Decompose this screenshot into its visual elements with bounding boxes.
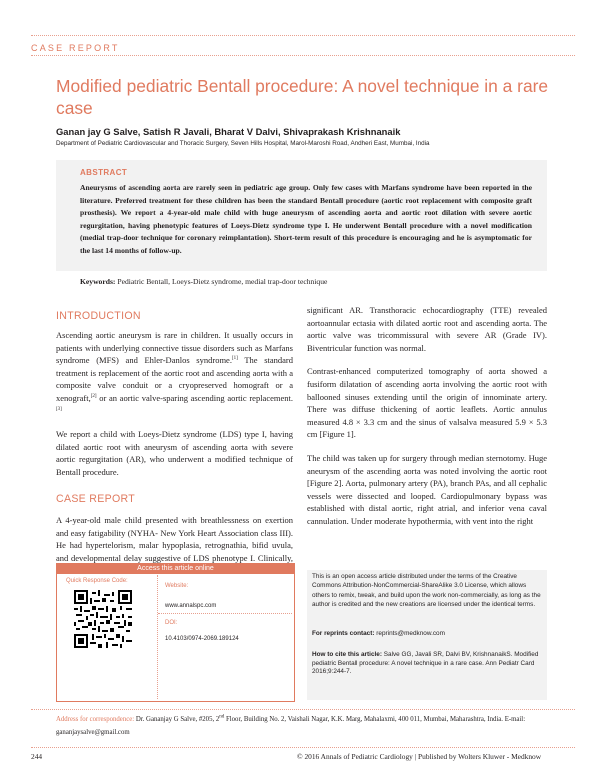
qr-label: Quick Response Code:	[66, 578, 128, 584]
reprints-email[interactable]: reprints@medknow.com	[376, 630, 445, 637]
access-heading: Access this article online	[56, 563, 295, 574]
footer-rule	[31, 747, 575, 748]
citation-body: Salve GG, Javali SR, Dalvi BV, KrishnanaikS. Modified pediatric Bentall procedure: A novel technique in a rare case. Ann Pediatr Card 2016;9:244-7.	[312, 651, 539, 676]
correspondence	[56, 714, 546, 739]
correspondence-label: Address for correspondence:	[56, 716, 135, 723]
right-column	[307, 304, 547, 539]
doi-label: DOI:	[165, 620, 178, 626]
abstract-body: Aneurysms of ascending aorta are rarely seen in pediatric age group. Only few cases with Marfans syndrome have been reported in the literature. Preferred treatment for these children has been the standard Bentall procedure (aortic root replacement with composite graft prosthesis). We report a 4-year-old male child with huge aneurysm of ascending aorta and aortic root dilation with severe aortic regurgitation, having phenotypic features of Loeys-Dietz syndrome type I. He underwent Bentall procedure with a novel modification (medial trap-door technique for coronary reimplantation). Short-term result of this procedure is encouraging and he is asymptomatic for the last 14 months of follow-up.	[80, 183, 532, 255]
reprints-contact	[312, 630, 445, 637]
abstract-heading: ABSTRACT	[80, 168, 128, 177]
correspondence-address: Dr. Gananjay G Salve, #205, 2	[135, 716, 220, 723]
affiliation: Department of Pediatric Cardiovascular and Thoracic Surgery, Seven Hills Hospital, Marol-Maroshi Road, Andheri East, Mumbai, India	[56, 140, 430, 147]
top-rule	[31, 35, 575, 36]
right-paragraph-2: Contrast-enhanced computerized tomography of aorta showed a fusiform dilatation of ascending aorta involving the aortic root with ballooned sinuses extending until the origin of innominate artery. There was diffuse thickening of aortic leaflets. Aortic annulus measured 4.8 × 3.3 cm and the sinus of valsalva measured 5.9 × 5.3 cm [Figure 1].	[307, 366, 547, 440]
page-number: 244	[31, 752, 43, 761]
keywords-label: Keywords:	[80, 277, 116, 286]
citation-label: How to cite this article:	[312, 651, 382, 658]
keywords	[80, 277, 327, 286]
author-list: Ganan jay G Salve, Satish R Javali, Bharat V Dalvi, Shivaprakash Krishnanaik	[56, 126, 401, 137]
website-link[interactable]: www.annalspc.com	[165, 603, 217, 609]
access-rule	[158, 613, 292, 614]
intro-text	[56, 329, 293, 490]
citation-ref[interactable]: [2]	[90, 394, 97, 400]
correspondence-rule	[31, 709, 575, 710]
section-tag: CASE REPORT	[31, 43, 120, 53]
intro-paragraph-2: We report a child with Loeys-Dietz syndrome (LDS) type I, having dilated aortic root with aneurysm of ascending aorta with severe aortic regurgitation (AR), who underwent a modified technique of Bentall procedure.	[56, 429, 293, 477]
citation-ref[interactable]: [3]	[56, 406, 62, 412]
ordinal-suffix: nd	[219, 714, 225, 720]
doi-link[interactable]: 10.4103/0974-2069.189124	[165, 636, 239, 642]
access-divider	[157, 575, 158, 699]
correspondence-address-rest: Floor, Building No. 2, Vaishali Nagar, K.K. Marg, Mahalaxmi, 400 011, Mumbai, Maharashtra, India. E-mail: gananjaysalve@gmail.com	[56, 716, 526, 736]
intro-heading: INTRODUCTION	[56, 310, 141, 322]
qr-code-icon[interactable]	[74, 590, 132, 648]
case-heading: CASE REPORT	[56, 493, 136, 505]
website-label: Website:	[165, 583, 189, 589]
keywords-text: Pediatric Bentall, Loeys-Dietz syndrome, medial trap-door technique	[117, 277, 328, 286]
license-text: This is an open access article distributed under the terms of the Creative Commons Attribution-NonCommercial-ShareAlike 3.0 License, which allows others to remix, tweak, and build upon the work non-commercially, as long as the author is credited and the new creations are licensed under the identical terms.	[312, 573, 541, 608]
footer-copyright: © 2016 Annals of Pediatric Cardiology | Published by Wolters Kluwer - Medknow	[297, 752, 542, 761]
citation-ref[interactable]: [1]	[231, 356, 238, 362]
section-rule	[31, 55, 575, 56]
right-paragraph-1: significant AR. Transthoracic echocardiography (TTE) revealed aortoannular ectasia with dilated aortic root and ascending aorta. The aortic valve was tricommissural with severe AR (Grade IV). Biventricular function was normal.	[307, 305, 547, 353]
citation-text	[312, 651, 544, 677]
intro-paragraph-1: Ascending aortic aneurysm is rare in children. It usually occurs in patients with underlying connective tissue disorders such as Marfans syndrome (MFS) and Ehler-Danlos syndrome.[1] The standard treatment is replacement of the aortic root and ascending aorta with a composite valve conduit or a cryopreserved homograft or a xenograft,[2] or an aortic valve-sparing ascending aortic replacement.[3]	[56, 330, 293, 412]
article-title: Modified pediatric Bentall procedure: A novel technique in a rare case	[56, 76, 549, 118]
reprints-label: For reprints contact:	[312, 630, 375, 637]
right-paragraph-3: The child was taken up for surgery through median sternotomy. Huge aneurysm of the ascending aorta was noted involving the aortic root [Figure 2]. Aorta, pulmonary artery (PA), branch PAs, and all cephalic vessels were dissected and looped. Cardiopulmonary bypass was established with distal aortic, right atrial, and inferior vena caval cannulation. Under moderate hypothermia, with vent into the right	[307, 452, 547, 526]
case-paragraph-1: A 4-year-old male child presented with breathlessness on exertion and easy fatigability (NYHA- New York Heart Association class III). He had hypertelorism, malar hypoplasia, retrognathia, bifid uvula, and developmental delay suggestive of LDS phenotype I. Clinically,	[56, 515, 293, 563]
